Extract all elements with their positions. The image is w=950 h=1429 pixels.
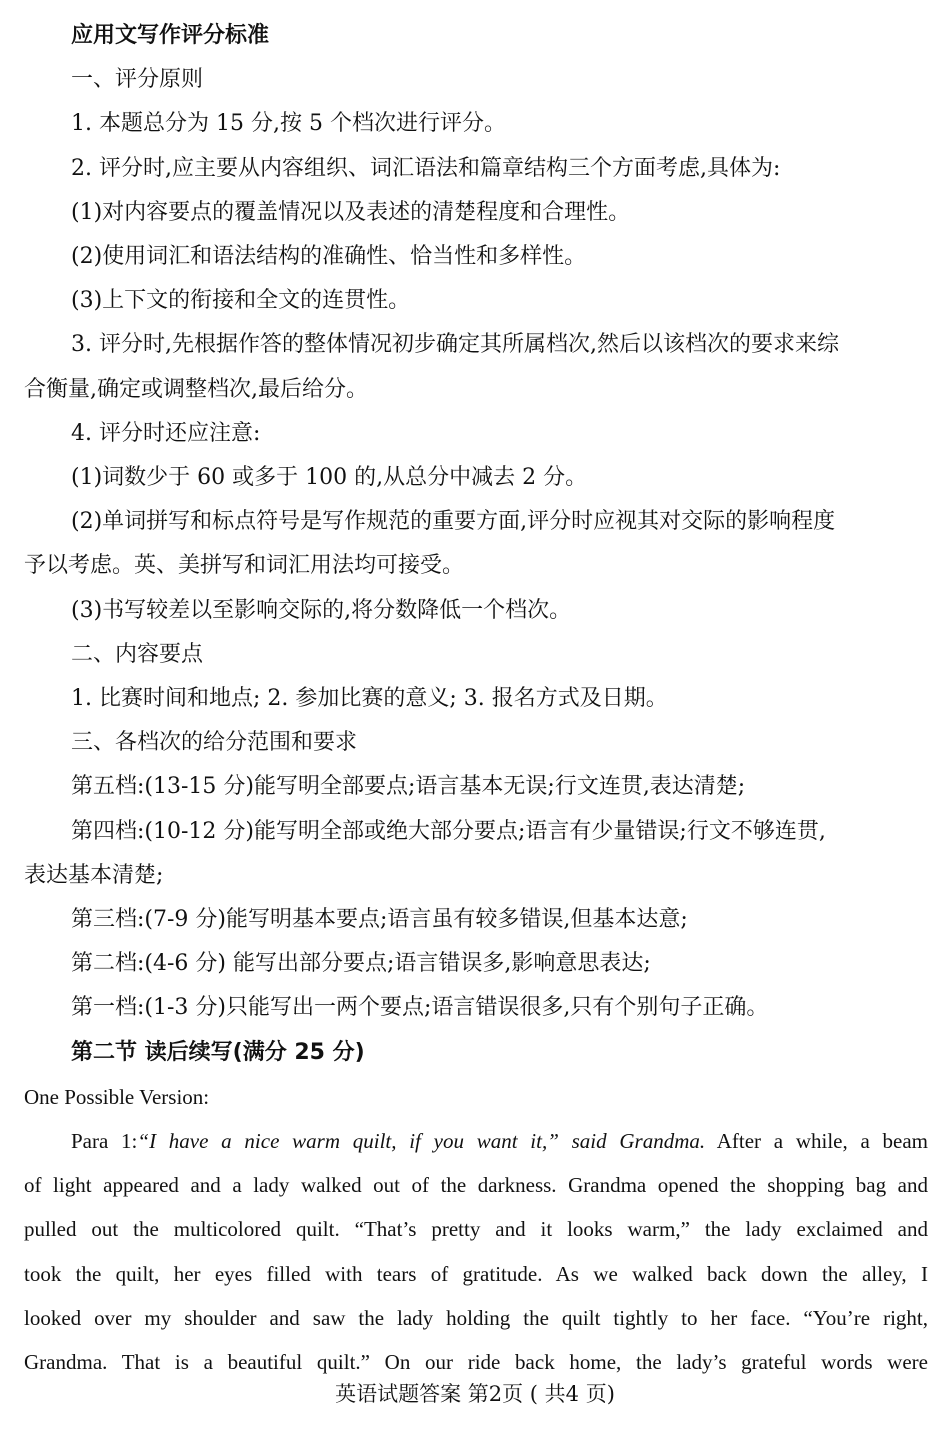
para-1-line-4: took the quilt, her eyes filled with tears of gratitude. As we walked back down the alley, I [24,1261,928,1286]
level-5: 第五档:(13-15 分)能写明全部要点;语言基本无误;行文连贯,表达清楚; [71,774,746,800]
para-1-line-3: pulled out the multicolored quilt. “That’s pretty and it looks warm,” the lady exclaimed and [24,1217,928,1242]
para-label: Para 1: [71,1129,138,1154]
principle-2-item-2: (2)使用词汇和语法结构的准确性、恰当性和多样性。 [71,244,587,270]
para-quote: “I have a nice warm quilt, if you want it,” said Grandma. [137,1129,706,1154]
level-3: 第三档:(7-9 分)能写明基本要点;语言虽有较多错误,但基本达意; [71,907,688,933]
principle-1: 1. 本题总分为 15 分,按 5 个档次进行评分。 [71,111,506,137]
version-label: One Possible Version: [24,1084,210,1109]
writing-criteria-title: 应用文写作评分标准 [71,23,270,48]
levels-heading: 三、各档次的给分范围和要求 [71,730,358,756]
level-4-line-1: 第四档:(10-12 分)能写明全部或绝大部分要点;语言有少量错误;行文不够连贯, [71,818,826,844]
section-2-title: 第二节 读后续写(满分 25 分) [71,1039,365,1065]
principle-2-item-3: (3)上下文的衔接和全文的连贯性。 [71,288,411,314]
para-1-line-2: of light appeared and a lady walked out of the darkness. Grandma opened the shopping bag and [24,1173,928,1198]
principle-3-line-2: 合衡量,确定或调整档次,最后给分。 [24,376,368,402]
principle-4-item-3: (3)书写较差以至影响交际的,将分数降低一个档次。 [71,597,572,623]
level-4-line-2: 表达基本清楚; [24,862,164,888]
para-1-line-5: looked over my shoulder and saw the lady holding the quilt tightly to her face. “You’re right, [24,1305,928,1330]
principle-4: 4. 评分时还应注意: [71,420,261,446]
answer-sheet-page [24,14,928,1384]
content-points: 1. 比赛时间和地点; 2. 参加比赛的意义; 3. 报名方式及日期。 [71,686,668,712]
principle-4-item-2-line-1: (2)单词拼写和标点符号是写作规范的重要方面,评分时应视其对交际的影响程度 [71,509,836,535]
para-1-line-6: Grandma. That is a beautiful quilt.” On our ride back home, the lady’s grateful words were [24,1350,928,1375]
principle-4-item-1: (1)词数少于 60 或多于 100 的,从总分中减去 2 分。 [71,465,588,491]
para-line-1-rest: After a while, a beam [705,1129,928,1154]
level-1: 第一档:(1-3 分)只能写出一两个要点;语言错误很多,只有个别句子正确。 [71,995,769,1021]
principle-2: 2. 评分时,应主要从内容组织、词汇语法和篇章结构三个方面考虑,具体为: [71,155,781,181]
principle-4-item-2-line-2: 予以考虑。英、美拼写和词汇用法均可接受。 [24,553,465,579]
principle-2-item-1: (1)对内容要点的覆盖情况以及表述的清楚程度和合理性。 [71,199,631,225]
principles-heading: 一、评分原则 [71,67,204,93]
principle-3-line-1: 3. 评分时,先根据作答的整体情况初步确定其所属档次,然后以该档次的要求来综 [71,332,839,358]
page-footer: 英语试题答案 第2页 ( 共4 页) [335,1382,615,1406]
level-2: 第二档:(4-6 分) 能写出部分要点;语言错误多,影响意思表达; [71,951,651,977]
content-heading: 二、内容要点 [71,641,204,667]
para-1-line-1 [24,1119,928,1163]
